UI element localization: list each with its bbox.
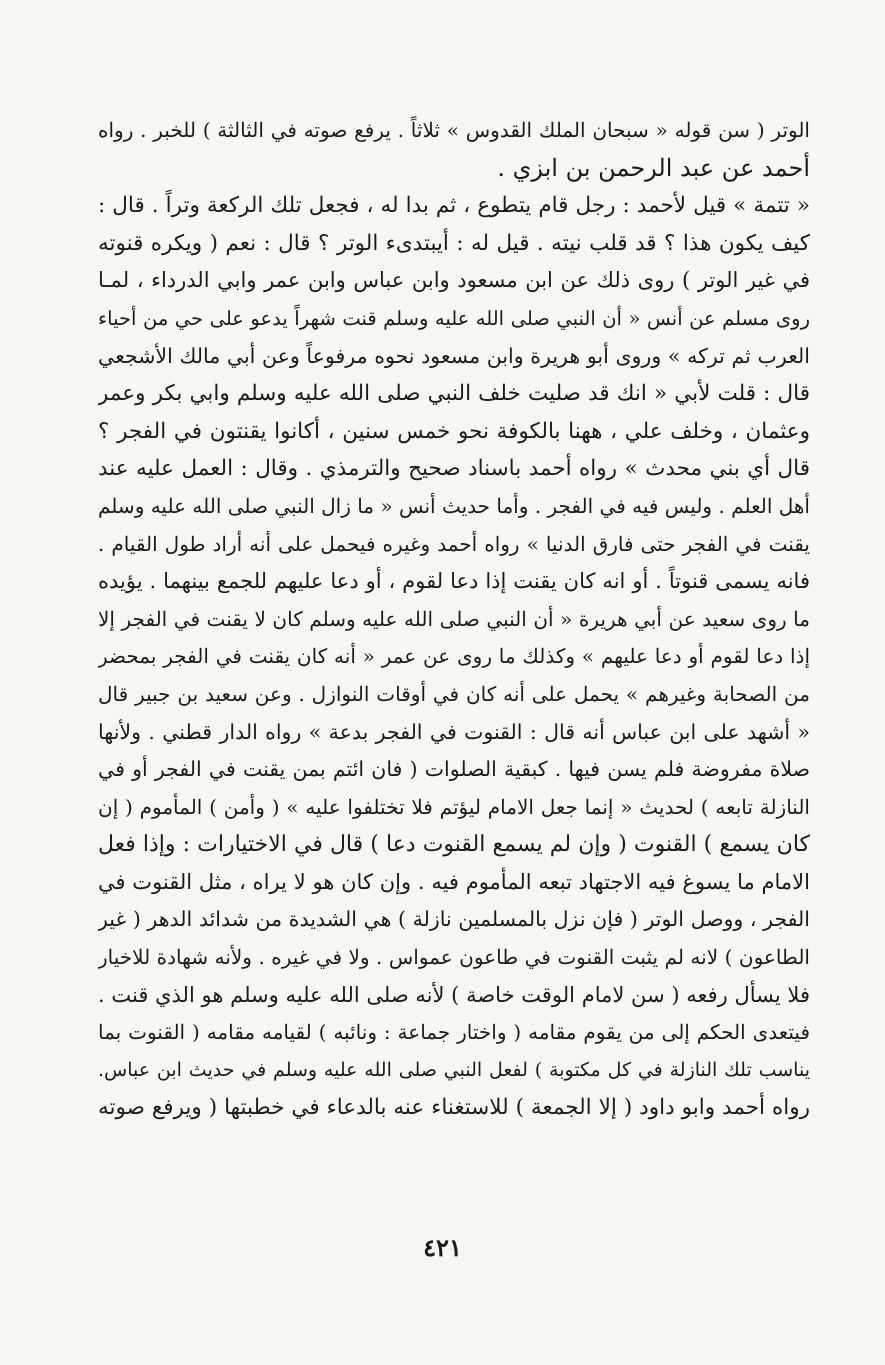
text-line: الوتر ( سن قوله « سبحان الملك القدوس » ثلاثاً . يرفع صوته في الثالثة ) للخبر . رواه (98, 118, 810, 142)
text-line: النازلة تابعه ) لحديث « إنما جعل الامام ليؤتم فلا تختلفوا عليه » ( وأمن ) المأموم ( إن (98, 794, 810, 819)
text-line: فيتعدى الحكم إلى من يقوم مقامه ( واختار جماعة : ونائبه ) لقيامه مقامه ( القنوت بما (98, 1020, 810, 1045)
text-line: وعثمان ، وخلف علي ، ههنا بالكوفة نحو خمس سنين ، أكانوا يقنتون في الفجر ؟ (98, 418, 810, 444)
text-line: كان يسمع ) القنوت ( وإن لم يسمع القنوت دعا ) قال في الاختيارات : وإذا فعل (98, 832, 810, 858)
text-line: يناسب تلك النازلة في كل مكتوبة ) لفعل النبي صلى الله عليه وسلم في حديث ابن عباس. (98, 1058, 810, 1081)
text-line: كيف يكون هذا ؟ قد قلب نيته . قيل له : أيبتدىء الوتر ؟ قال : نعم ( ويكره قنوته (98, 230, 810, 256)
text-line: رواه أحمد وابو داود ( إلا الجمعة ) للاستغناء عنه بالدعاء في خطبتها ( ويرفع صوته (98, 1095, 810, 1121)
text-line: قال أي بني محدث » رواه أحمد باسناد صحيح والترمذي . وقال : العمل عليه عند (98, 456, 810, 482)
text-line: « تتمة » قيل لأحمد : رجل قام يتطوع ، ثم بدا له ، فجعل تلك الركعة وتراً . قال : (98, 193, 810, 219)
text-line: في غير الوتر ) روى ذلك عن ابن مسعود وابن عباس وابن عمر وابي الدرداء ، لمـا (98, 268, 810, 293)
main-text (98, 112, 810, 1127)
text-line: العرب ثم تركه » وروى أبو هريرة وابن مسعود نحوه مرفوعاً وعن أبي مالك الأشجعي (98, 343, 810, 368)
text-line: من الصحابة وغيرهم » يحمل على أنه كان في أوقات النوازل . وعن سعيد بن جبير قال (98, 681, 810, 706)
text-line: الامام ما يسوغ فيه الاجتهاد تبعه المأموم فيه . وإن كان هو لا يراه ، مثل القنوت في (98, 869, 810, 894)
text-line: فلا يسأل رفعه ( سن لامام الوقت خاصة ) لأنه صلى الله عليه وسلم هو الذي قنت . (98, 982, 810, 1007)
text-line: الطاعون ) لانه لم يثبت القنوت في طاعون عمواس . ولا في غيره . ولأنه شهادة للاخيار (98, 945, 810, 970)
text-line: الفجر ، ووصل الوتر ( فإن نزل بالمسلمين نازلة ) هي الشديدة من شدائد الدهر ( غير (98, 907, 810, 932)
text-line: فانه يسمى قنوتاً . أو انه كان يقنت إذا دعا لقوم ، أو دعا عليهم للجمع بينهما . يؤيده (98, 569, 810, 594)
text-line: روى مسلم عن أنس « أن النبي صلى الله عليه وسلم قنت شهراً يدعو على حي من أحياء (98, 306, 810, 330)
text-line: أهل العلم . وليس فيه في الفجر . وأما حديث أنس « ما زال النبي صلى الله عليه وسلم (98, 493, 810, 518)
text-line: أحمد عن عبد الرحمن بن ابزي . (497, 153, 810, 182)
text-line: إذا دعا لقوم أو دعا عليهم » وكذلك ما روى عن عمر « أنه كان يقنت في الفجر بمحضر (98, 644, 810, 669)
text-line: ما روى سعيد عن أبي هريرة « أن النبي صلى الله عليه وسلم كان لا يقنت في الفجر إلا (98, 606, 810, 631)
text-line: يقنت في الفجر حتى فارق الدنيا » رواه أحمد وغيره فيحمل على أنه أراد طول القيام . (98, 531, 810, 556)
page-number: ٤٢١ (423, 1233, 462, 1262)
text-line: قال : قلت لأبي « انك قد صليت خلف النبي صلى الله عليه وسلم وابي بكر وعمر (98, 381, 810, 407)
text-line: « أشهد على ابن عباس أنه قال : القنوت في الفجر بدعة » رواه الدار قطني . ولأنها (98, 719, 810, 744)
text-line: صلاة مفروضة فلم يسن فيها . كبقية الصلوات ( فان ائتم بمن يقنت في الفجر أو في (98, 757, 810, 782)
